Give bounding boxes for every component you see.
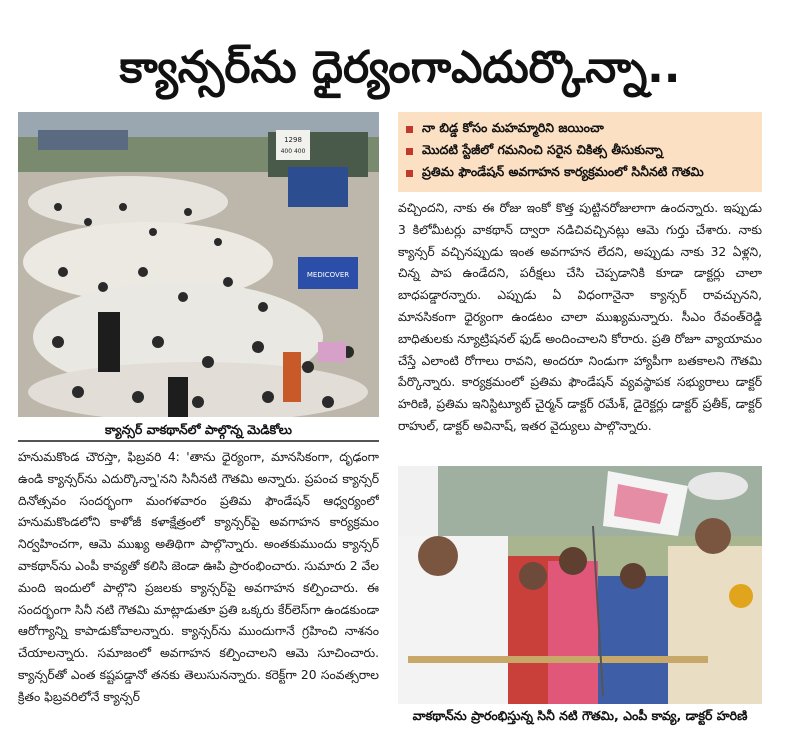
headline: క్యాన్సర్‌ను ధైర్యంగాఎదుర్కొన్నా.. xyxy=(119,42,681,93)
article-body-right xyxy=(398,198,762,460)
article-body-left xyxy=(18,447,379,730)
highlight-text: నా బిడ్డ కోసం మహమ్మారిని జయించా xyxy=(422,119,604,135)
article-paragraph: హనుమకొండ చౌరస్తా, ఫిబ్రవరి 4: 'తాను ధైర్యంగా, మానసికంగా, దృఢంగా ఉండి క్యాన్సర్‌ను ఎదుర్కొన్నా'నని సినీనటి గౌతమి అన్నారు. ప్రపంచ క్యాన్సర్ దినోత్సవం సందర్భంగా మంగళవారం ప్రతిమ ఫౌండేషన్ ఆధ్వర్యంలో హనుమకొండలోని కాళోజీ కళాక్షేత్రంలో క్యాన్సర్‌పై అవగాహన కార్యక్రమం నిర్వహించగా, ఆమె ముఖ్య అతిథిగా పాల్గొన్నారు. అంతకుముందు క్యాన్సర్ వాకథాన్‌ను ఎంపీ కావ్యతో కలిసి జెండా ఊపి ప్రారంభించారు. సుమారు 2 వేల మంది ఇందులో పాల్గొని ప్రజలకు క్యాన్సర్‌పై అవగాహన కల్పించారు. ఈ సందర్భంగా సినీ నటి గౌతమి మాట్లాడుతూ ప్రతి ఒక్కరు కేర్‌లెస్‌గా ఉండకుండా ఆరోగ్యాన్ని కాపాడుకోవాలన్నారు. క్యాన్సర్‌ను ముందుగానే గ్రహించి నాశనం చేయాలన్నారు. సమాజంలో అవగాహన కల్పించాలని ఆమె సూచించారు. క్యాన్సర్‌తో ఎంత కష్టపడ్డానో తనకు తెలుసునన్నారు. కరెక్ట్‌గా 20 సంవత్సరాల క్రితం ఫిబ్రవరిలోనే క్యాన్సర్ xyxy=(18,450,379,704)
highlight-item xyxy=(406,118,754,140)
highlights-box xyxy=(398,112,762,192)
highlight-item xyxy=(406,162,754,184)
bullet-icon xyxy=(406,148,413,155)
inauguration-photo xyxy=(398,466,762,704)
bullet-icon xyxy=(406,126,413,133)
highlight-text: ప్రతిమ ఫౌండేషన్ అవగాహన కార్యక్రమంలో సినీనటి గౌతమి xyxy=(422,163,704,179)
photo1-caption: క్యాన్సర్ వాకథాన్‌లో పాల్గొన్న మెడికోలు xyxy=(18,420,379,442)
banner-text-2: 400 400 xyxy=(280,148,306,155)
bullet-icon xyxy=(406,170,413,177)
walkathon-crowd-photo xyxy=(18,112,379,417)
photo2-caption: వాకథాన్‌ను ప్రారంభిస్తున్న సినీ నటి గౌతమి, ఎంపీ కావ్య, డాక్టర్ హరిణి xyxy=(412,708,748,723)
article-paragraph: వచ్చిందని, నాకు ఈ రోజు ఇంకో కొత్త పుట్టినరోజులాగా ఉందన్నారు. ఇప్పుడు 3 కిలోమీటర్లు వాకథాన్ ద్వారా నడిచివచ్చినట్లు ఆమె గుర్తు చేశారు. నాకు క్యాన్సర్ వచ్చినప్పుడు ఇంత అవగాహన లేదని, అప్పుడు నాకు 32 ఏళ్లని, చిన్న పాప ఉండేదని, పరీక్షలు చేసి చెప్పడానికి కూడా డాక్టర్లు చాలా బాధపడ్డారన్నారు. ఎప్పుడు ఏ విధంగానైనా క్యాన్సర్ రావచ్చునని, మానసికంగా ధైర్యంగా ఉండటం చాలా ముఖ్యమన్నారు. సీఎం రేవంత్‌రెడ్డి బాధితులకు న్యూట్రిషనల్ ఫుడ్ అందించాలని కోరారు. ప్రతి రోజూ వ్యాయామం చేస్తే ఎలాంటి రోగాలు రావని, అందరూ నిండుగా హ్యాపీగా బతకాలని గౌతమి పేర్కొన్నారు. కార్యక్రమంలో ప్రతిమ ఫౌండేషన్ వ్యవస్థాపక సభ్యురాలు డాక్టర్ హరిణి, ప్రతిమ ఇనిస్టిట్యూట్ చైర్మన్ డాక్టర్ రమేశ్, డైరెక్టర్లు డాక్టర్ ప్రతీక్, డాక్టర్ రాహుల్, డాక్టర్ అవినాష్, ఇతర వైద్యులు పాల్గొన్నారు. xyxy=(398,201,762,433)
banner-text-1: 1298 xyxy=(284,136,302,144)
medicover-sign-text: MEDICOVER xyxy=(306,271,350,279)
highlight-item xyxy=(406,140,754,162)
highlight-text: మొదటి స్టేజీలో గమనించి సరైన చికిత్స తీసుకున్నా xyxy=(422,141,663,157)
